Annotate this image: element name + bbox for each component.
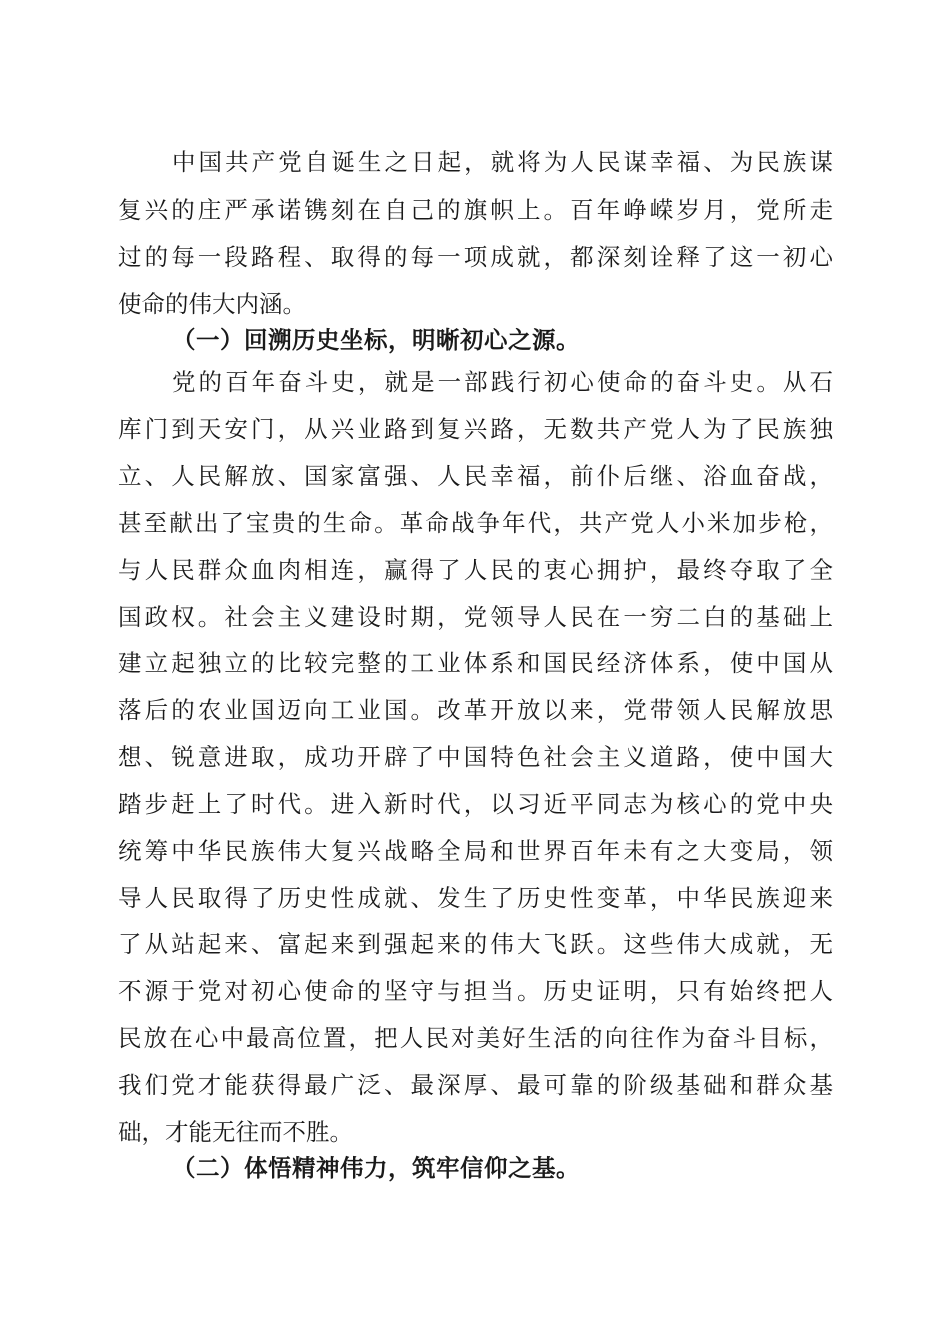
intro-line-3: 过的每一段路程、取得的每一项成就，都深刻诠释了这一初心 (118, 243, 833, 271)
intro-line-2: 复兴的庄严承诺镌刻在自己的旗帜上。百年峥嵘岁月，党所走 (118, 196, 833, 224)
section1-line-13: 了从站起来、富起来到强起来的伟大飞跃。这些伟大成就，无 (118, 930, 833, 958)
section1-line-16: 我们党才能获得最广泛、最深厚、最可靠的阶级基础和群众基 (118, 1071, 833, 1099)
section1-line-7: 建立起独立的比较完整的工业体系和国民经济体系，使中国从 (118, 649, 833, 677)
intro-line-1: 中国共产党自诞生之日起，就将为人民谋幸福、为民族谋 (172, 148, 833, 176)
section1-line-9: 想、锐意进取，成功开辟了中国特色社会主义道路，使中国大 (118, 743, 833, 771)
section1-line-1: 党的百年奋斗史，就是一部践行初心使命的奋斗史。从石 (172, 368, 833, 396)
section1-heading: （一）回溯历史坐标，明晰初心之源。 (172, 326, 580, 354)
section1-line-10: 踏步赶上了时代。进入新时代，以习近平同志为核心的党中央 (118, 790, 833, 818)
section1-line-17: 础，才能无往而不胜。 (118, 1118, 353, 1146)
intro-line-4: 使命的伟大内涵。 (118, 290, 306, 318)
section1-line-15: 民放在心中最高位置，把人民对美好生活的向往作为奋斗目标， (118, 1024, 833, 1052)
section1-line-14: 不源于党对初心使命的坚守与担当。历史证明，只有始终把人 (118, 977, 833, 1005)
section1-line-4: 甚至献出了宝贵的生命。革命战争年代，共产党人小米加步枪， (118, 509, 833, 537)
section1-line-6: 国政权。社会主义建设时期，党领导人民在一穷二白的基础上 (118, 603, 833, 631)
section1-line-8: 落后的农业国迈向工业国。改革开放以来，党带领人民解放思 (118, 696, 833, 724)
section1-line-3: 立、人民解放、国家富强、人民幸福，前仆后继、浴血奋战， (118, 462, 833, 490)
section1-line-2: 库门到天安门，从兴业路到复兴路，无数共产党人为了民族独 (118, 415, 833, 443)
section1-line-11: 统筹中华民族伟大复兴战略全局和世界百年未有之大变局，领 (118, 837, 833, 865)
section1-line-12: 导人民取得了历史性成就、发生了历史性变革，中华民族迎来 (118, 884, 833, 912)
section2-heading: （二）体悟精神伟力，筑牢信仰之基。 (172, 1154, 580, 1182)
section1-line-5: 与人民群众血肉相连，赢得了人民的衷心拥护，最终夺取了全 (118, 556, 833, 584)
